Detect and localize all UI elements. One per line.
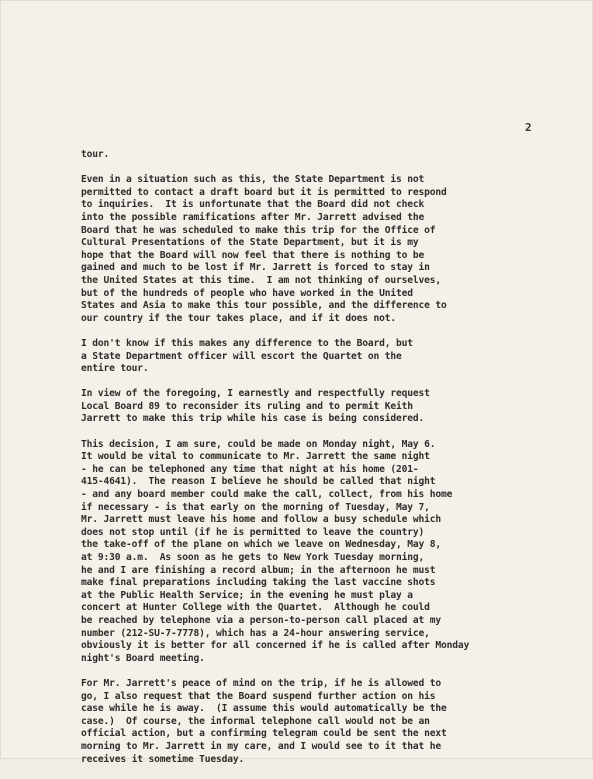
text-line: the take-off of the plane on which we leave on Wednesday, May 8, [81, 539, 442, 551]
text-line: tour. [81, 149, 110, 160]
text-line: into the possible ramifications after Mr. Jarrett advised the [81, 211, 425, 223]
text-line: - and any board member could make the call, collect, from his home [81, 489, 453, 501]
paragraph [81, 388, 526, 426]
paragraph [81, 149, 526, 162]
text-line: go, I also request that the Board suspend further action on his [81, 690, 436, 702]
text-line: he and I are finishing a record album; in the afternoon he must [81, 564, 436, 576]
paragraph [81, 174, 526, 325]
text-line: case.) Of course, the informal telephone call would not be an [81, 715, 430, 727]
text-line: be reached by telephone via a person-to-person call placed at my [81, 614, 442, 626]
text-line: to inquiries. It is unfortunate that the Board did not check [81, 199, 425, 211]
text-line: hope that the Board will now feel that there is nothing to be [81, 249, 425, 261]
text-line: a State Department officer will escort the Quartet on the [81, 350, 402, 362]
paragraph [81, 678, 526, 766]
text-line: Cultural Presentations of the State Department, but it is my [81, 237, 419, 249]
text-line: States and Asia to make this tour possible, and the difference to [81, 300, 447, 312]
text-line: Local Board 89 to reconsider its ruling and to permit Keith [81, 400, 413, 412]
text-line: official action, but a confirming telegram could be sent the next [81, 728, 447, 740]
text-line: Mr. Jarrett must leave his home and follow a busy schedule which [81, 514, 442, 526]
text-line: night's Board meeting. [81, 652, 205, 664]
text-line: entire tour. [81, 363, 149, 375]
text-line: number (212-SU-7-7778), which has a 24-hour answering service, [81, 627, 430, 639]
text-line: make final preparations including taking the last vaccine shots [81, 577, 436, 589]
paragraph [81, 338, 526, 376]
letter-body [81, 149, 526, 779]
text-line: case while he is away. (I assume this would automatically be the [81, 703, 447, 715]
text-line: Even in a situation such as this, the State Department is not [81, 174, 425, 186]
text-line: at the Public Health Service; in the evening he must play a [81, 589, 413, 601]
text-line: our country if the tour takes place, and if it does not. [81, 312, 397, 324]
text-line: 415-4641). The reason I believe he should be called that night [81, 476, 436, 488]
text-line: obviously it is better for all concerned if he is called after Monday [81, 640, 470, 652]
text-line: Board that he was scheduled to make this trip for the Office of [81, 224, 436, 236]
text-line: receives it sometime Tuesday. [81, 753, 245, 765]
paragraph [81, 439, 526, 666]
text-line: if necessary - is that early on the morning of Tuesday, May 7, [81, 501, 430, 513]
text-line: morning to Mr. Jarrett in my care, and I would see to it that he [81, 740, 442, 752]
text-line: the United States at this time. I am not thinking of ourselves, [81, 274, 442, 286]
text-line: but of the hundreds of people who have worked in the United [81, 287, 413, 299]
text-line: This decision, I am sure, could be made on Monday night, May 6. [81, 438, 436, 450]
text-line: - he can be telephoned any time that night at his home (201- [81, 463, 419, 475]
text-line: concert at Hunter College with the Quartet. Although he could [81, 602, 430, 614]
text-line: In view of the foregoing, I earnestly and respectfully request [81, 388, 430, 400]
text-line: permitted to contact a draft board but it is permitted to respond [81, 186, 447, 198]
text-line: gained and much to be lost if Mr. Jarrett is forced to stay in [81, 262, 430, 274]
text-line: I don't know if this makes any difference to the Board, but [81, 337, 413, 349]
text-line: For Mr. Jarrett's peace of mind on the trip, if he is allowed to [81, 677, 442, 689]
text-line: Jarrett to make this trip while his case is being considered. [81, 413, 425, 425]
text-line: does not stop until (if he is permitted to leave the country) [81, 526, 425, 538]
text-line: at 9:30 a.m. As soon as he gets to New York Tuesday morning, [81, 552, 425, 563]
text-line: It would be vital to communicate to Mr. Jarrett the same night [81, 451, 430, 463]
page-number: 2 [525, 121, 532, 134]
